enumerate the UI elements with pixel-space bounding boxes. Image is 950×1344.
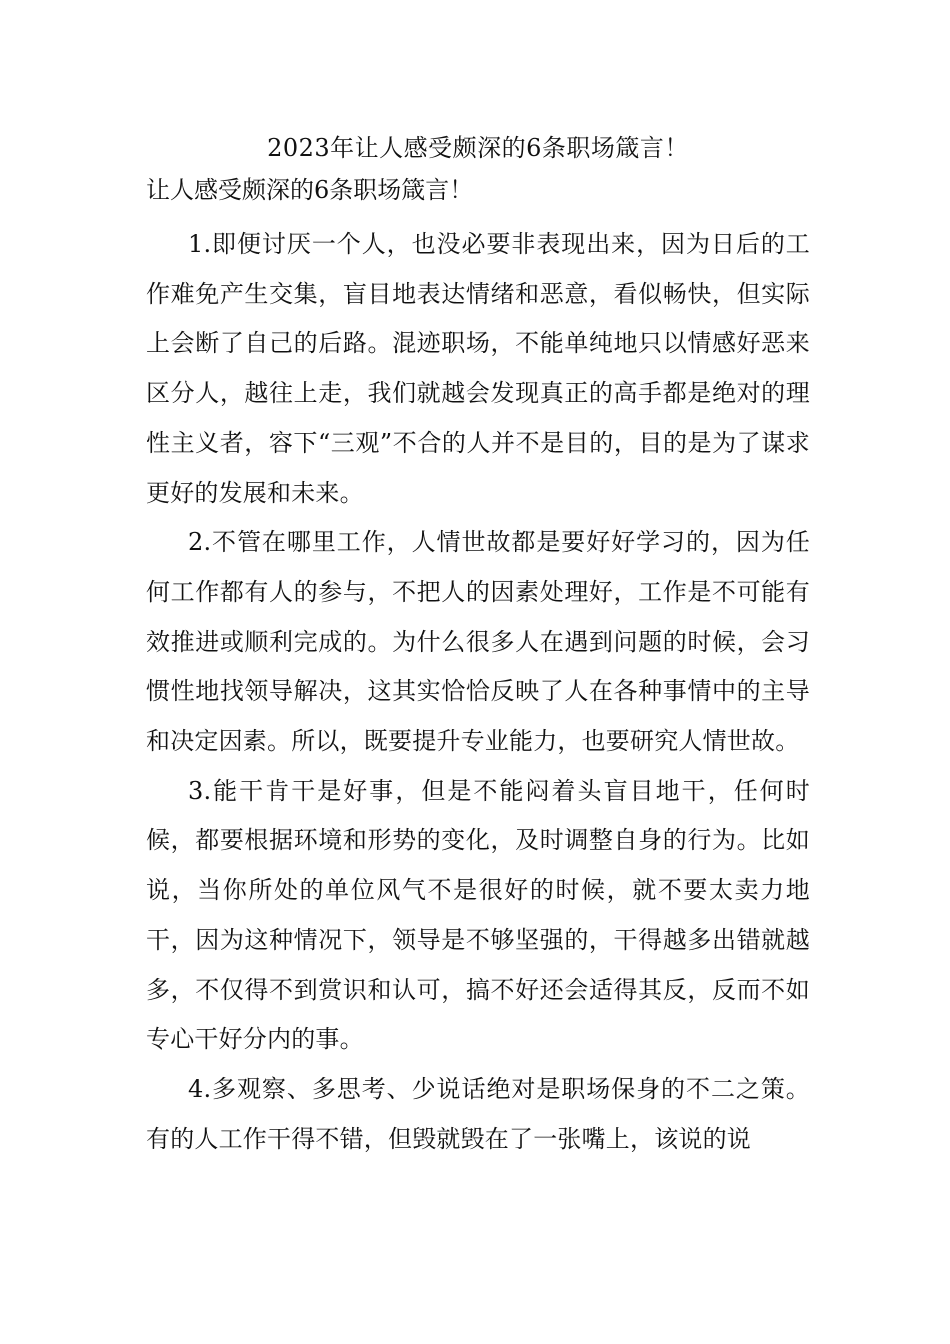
paragraph-3: 3.能干肯干是好事，但是不能闷着头盲目地干，任何时候，都要根据环境和形势的变化，及时调整自身的行为。比如说，当你所处的单位风气不是很好的时候，就不要太卖力地干，因为这种情况下，领导是不够坚强的，干得越多出错就越多，不仅得不到赏识和认可，搞不好还会适得其反，反而不如专心干好分内的事。: [146, 776, 810, 1054]
document-body: [146, 128, 810, 1164]
paragraph-4: 4.多观察、多思考、少说话绝对是职场保身的不二之策。有的人工作干得不错，但毁就毁在了一张嘴上，该说的说: [146, 1074, 810, 1153]
paragraph-1: 1.即便讨厌一个人，也没必要非表现出来，因为日后的工作难免产生交集，盲目地表达情绪和恶意，看似畅快，但实际上会断了自己的后路。混迹职场，不能单纯地只以情感好恶来区分人，越往上走，我们就越会发现真正的高手都是绝对的理性主义者，容下“三观”不合的人并不是目的，目的是为了谋求更好的发展和未来。: [146, 230, 810, 507]
paragraph-2: 2.不管在哪里工作，人情世故都是要好好学习的，因为任何工作都有人的参与，不把人的因素处理好，工作是不可能有效推进或顺利完成的。为什么很多人在遇到问题的时候，会习惯性地找领导解决，这其实恰恰反映了人在各种事情中的主导和决定因素。所以，既要提升专业能力，也要研究人情世故。: [146, 528, 810, 756]
document-subtitle: 让人感受颇深的6条职场箴言！: [146, 176, 474, 204]
document-title: 2023年让人感受颇深的6条职场箴言！: [267, 134, 689, 162]
